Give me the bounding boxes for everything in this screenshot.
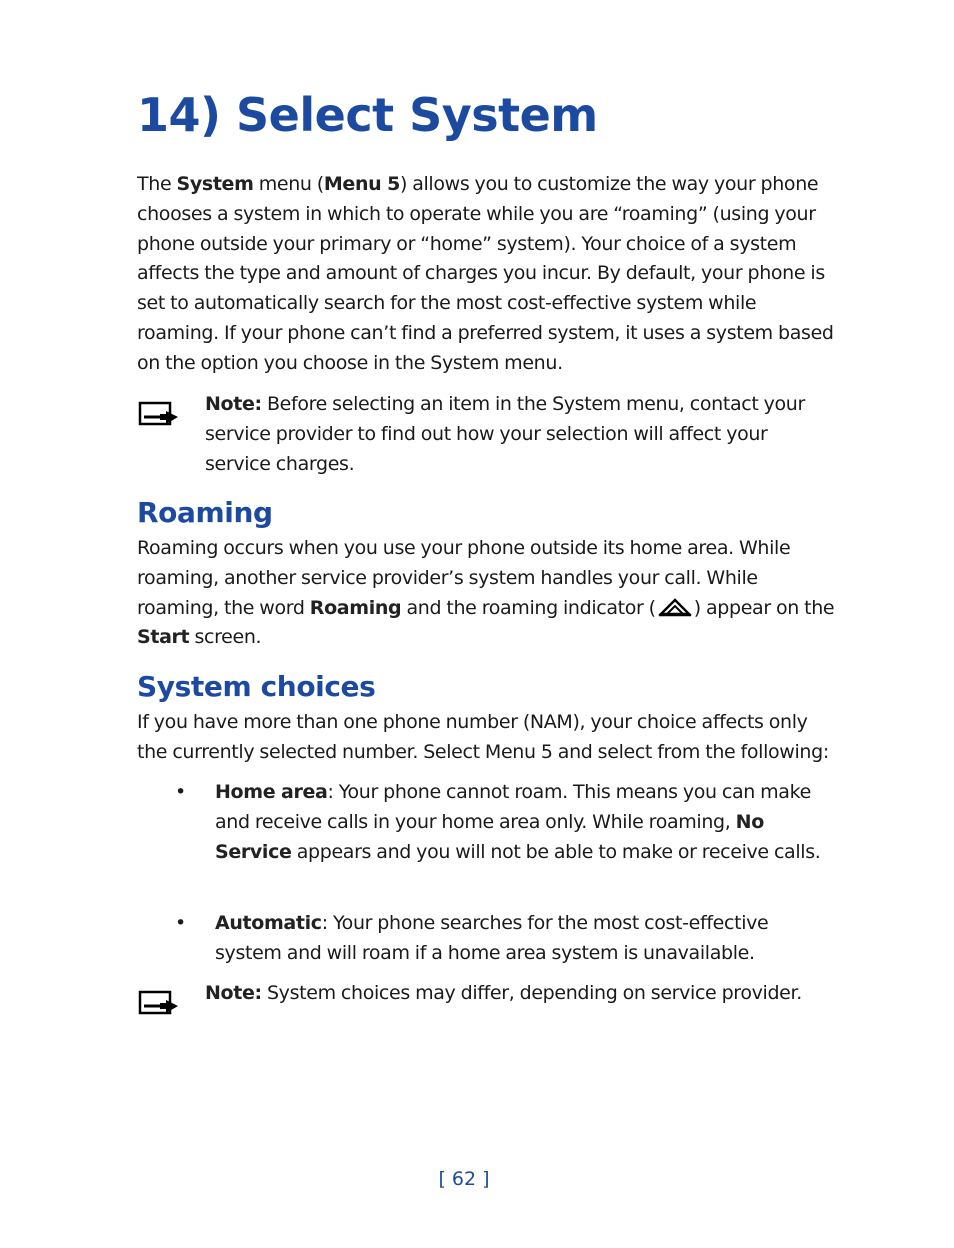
system-choices-heading: System choices xyxy=(137,670,376,703)
note-icon xyxy=(138,987,188,1019)
page-title: 14) Select System xyxy=(137,88,598,142)
intro-paragraph: The System menu (Menu 5) allows you to customize the way your phone chooses a system in which to operate while you are “roaming” (using your phone outside your primary or “home” system). Your choice of a system affects the type and amount of charges you incur. By default, your phone is set to automatically search for the most cost-effective system while roaming. If your phone can’t find a preferred system, it uses a system based on the option you choose in the System menu. xyxy=(137,173,834,374)
bullet-home-area: • xyxy=(175,781,187,803)
bullet-automatic: • xyxy=(175,912,187,934)
list-item-home-area: Home area: Your phone cannot roam. This means you can make and receive calls in your home area only. While roaming, No Service appears and you will not be able to make or receive calls. xyxy=(215,781,821,863)
note-system-choices: Note: System choices may differ, depending on service provider. xyxy=(205,982,802,1004)
page-number: [ 62 ] xyxy=(438,1168,490,1190)
roaming-indicator-icon xyxy=(658,597,692,617)
note-icon xyxy=(138,398,188,430)
system-choices-intro: If you have more than one phone number (NAM), your choice affects only the currently selected number. Select Menu 5 and select from the following: xyxy=(137,711,829,763)
roaming-paragraph: Roaming occurs when you use your phone outside its home area. While roaming, another service provider’s system handles your call. While roaming, the word Roaming and the roaming indicator ( ) appear on the Start screen. xyxy=(137,537,835,649)
note-before-selecting: Note: Before selecting an item in the System menu, contact your service provider to find out how your selection will affect your service charges. xyxy=(205,393,805,475)
roaming-heading: Roaming xyxy=(137,496,273,529)
list-item-automatic: Automatic: Your phone searches for the most cost-effective system and will roam if a home area system is unavailable. xyxy=(215,912,769,964)
